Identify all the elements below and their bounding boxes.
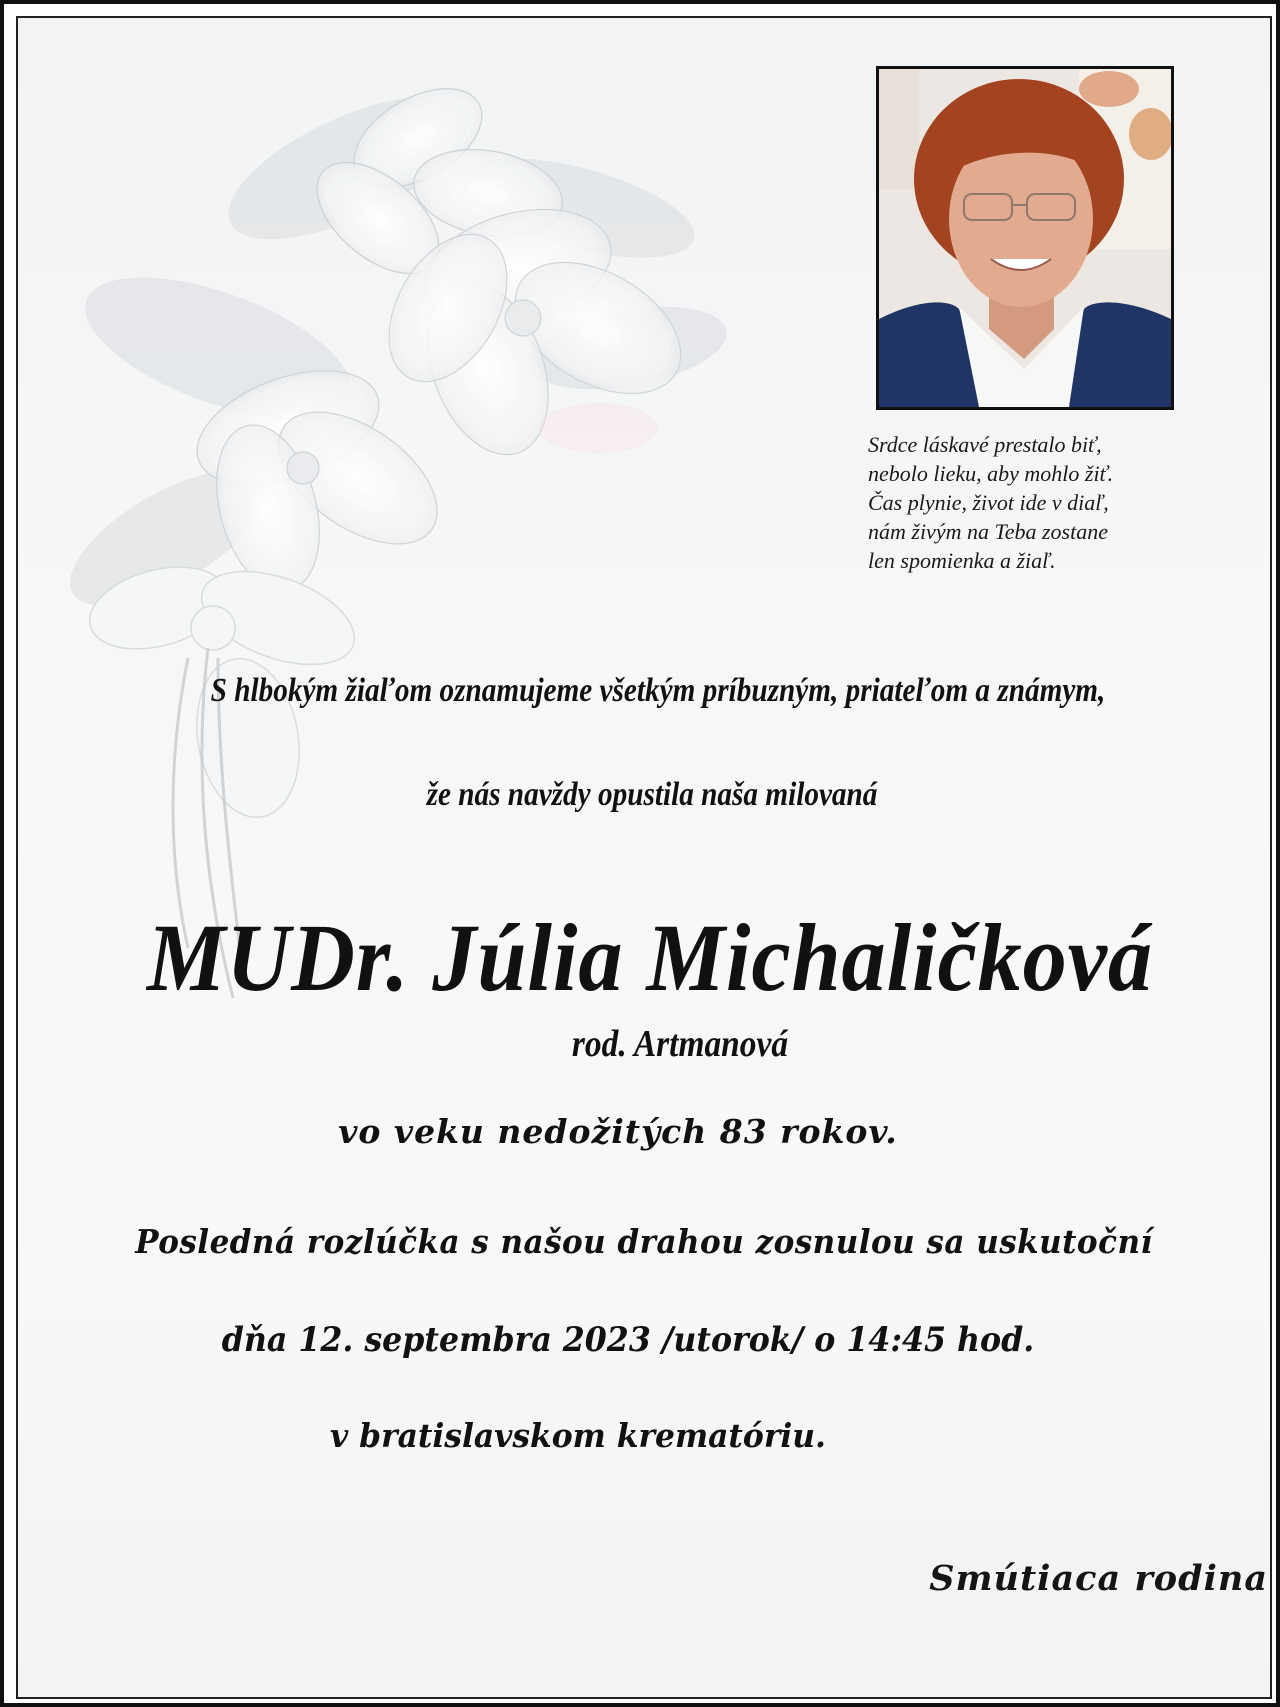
portrait-photo (876, 66, 1174, 410)
poem-line: nám živým na Teba zostane (868, 519, 1108, 544)
poem-line: Srdce láskavé prestalo biť, (868, 432, 1102, 457)
age-line: vo veku nedožitých 83 rokov. (338, 1112, 898, 1151)
poem-line: nebolo lieku, aby mohlo žiť. (868, 461, 1114, 486)
place-line: v bratislavskom krematóriu. (330, 1416, 826, 1455)
deceased-name: MUDr. Júlia Michaličková (147, 904, 1153, 1011)
signature: Smútiaca rodina (929, 1558, 1268, 1599)
obituary-paper (16, 16, 1272, 1699)
announcement-intro-line-2: že nás navždy opustila naša milovaná (426, 776, 878, 813)
poem-line: len spomienka a žiaľ. (868, 548, 1056, 573)
portrait-photo-icon (879, 69, 1171, 407)
poem (868, 430, 1198, 575)
date-line: dňa 12. septembra 2023 /utorok/ o 14:45 hod. (221, 1320, 1035, 1360)
farewell-line: Posledná rozlúčka s našou drahou zosnulou sa uskutoční (135, 1222, 1153, 1261)
poem-line: Čas plynie, život ide v diaľ, (868, 490, 1109, 515)
announcement-intro-line-1: S hlbokým žiaľom oznamujeme všetkým príbuzným, priateľom a známym, (210, 672, 1106, 709)
maiden-name: rod. Artmanová (571, 1023, 789, 1065)
